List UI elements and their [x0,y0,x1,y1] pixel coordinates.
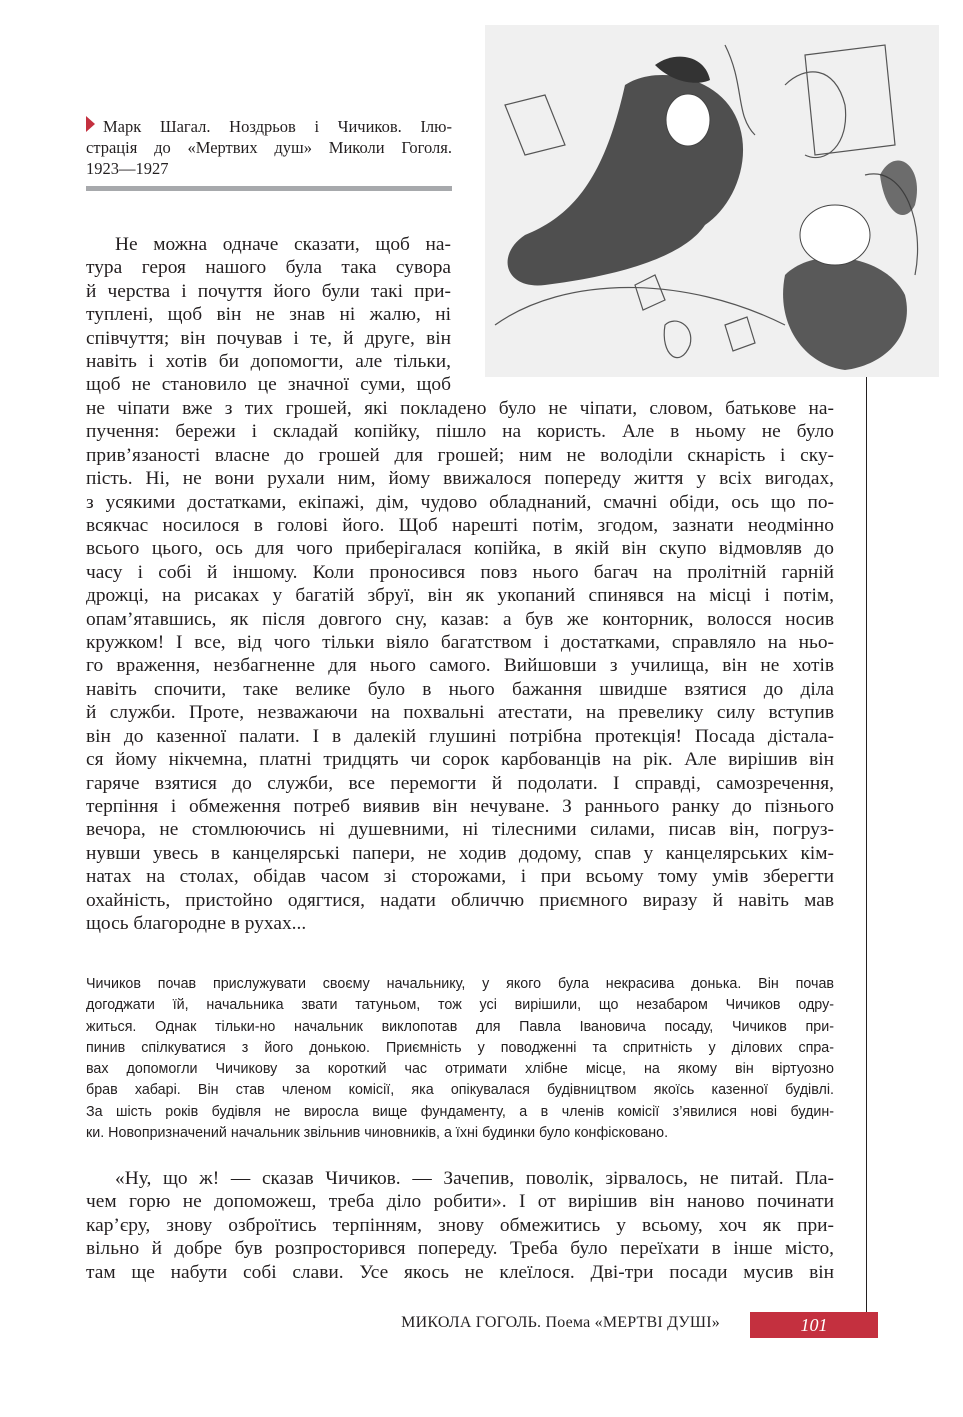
paragraph-1-wide: не чіпати вже з тих грошей, які покладено було не чіпати, словом, батькове на- пучення: бережи і складай копійку, пішло на користь. Але в ньому не було прив’язаності власне до грошей для грошей; ним не володіли скнарість і ску- пість. Ні, не вони рухали ним, йому ввижалося попереду життя у всіх вигодах, з усякими достатками, екіпажі, дім, чудово обладнаний, смачні обіди, ось що по- всякчас носилося в голові його. Щоб нарешті потім, згодом, зазнати неодмінно всього цього, ось для чого приберігалася копійка, в якій він скупо відмовляв до часу і собі й іншому. Коли проносився повз нього багач на пролітній гарній дрожці, на рисаках у багатій збруї, він як укопаний спинявся на місці і потім, опам’ятавшись, як після довгого сну, казав: а був же конторник, волосся носив кружком! І все, від чого тільки віяло багатством і достатками, справляло на ньо- го враження, незбагненне для нього самого. Вийшовши з училища, він не хотів навіть спочити, таке велике було в нього бажання швидше взятися до діла й служби. Проте, незважаючи на похвальні атестати, на превелику силу вступив він до казенної палати. І в далекій глушині потрібна протекція! Посада дістала- ся йому нікчемна, платні тридцять чи сорок карбованців на рік. Але вирішив він гаряче взятися до служби, все перемогти й подолати. І справді, самозречення, терпіння і обмеження потреб виявив він нечуване. З раннього ранку до пізнього вечора, не стомлюючись ні душевними, ні тілесними силами, писав він, погруз- нувши увесь в канцелярські папери, не ходив додому, спав у канцелярських кім- натах на столах, обідав часом зі сторожами, і при всьому тому умів зберегти охайність, пристойно одягтися, надати обличчю приємного виразу й навіть мав щось благородне в рухах... [86,398,834,934]
caption-divider [86,186,452,191]
chagall-illustration [485,25,939,377]
caption-marker-icon [86,116,95,132]
running-footer-title: МИКОЛА ГОГОЛЬ. Поема «МЕРТВІ ДУШІ» [401,1314,720,1331]
page-number: 101 [750,1312,878,1338]
paragraph-2: «Ну, що ж! — сказав Чичиков. — Зачепив, поволік, зірвалось, не питай. Пла- чем горю не допоможеш, треба діло робити». І от вирішив він наново починати кар’єру, знову озброїтись терпінням, знову обмежитись у всьому, хоч як при- вільно й добре був розпросторився попереду. Треба було переїхати в інше місто, там ще набути собі слави. Усе якось не клеїлося. Дві-три посади мусив він [86,1168,834,1283]
paragraph-1-narrow: Не можна одначе сказати, щоб на- тура героя нашого була така сувора й черства і почуття його були такі при- туплені, щоб він не знав ні жалю, ні співчуття; він почував і те, й друге, він навіть і хотів би допомогти, але тільки, щоб не становило це значної суми, щоб [86,234,451,396]
illustration-sketch [485,25,939,377]
right-margin-rule [866,377,867,1337]
plot-summary: Чичиков почав прислужувати своєму начальнику, у якого була некрасива донька. Він почав догоджати їй, начальника звати татуньом, тож усі вирішили, що незабаром Чичиков одру- житься. Однак тільки-но начальник виклопотав для Павла Івановича посаду, Чичиков при- пинив спілкуватися з його донькою. Приємність у поводженні та спритність у ділових спра- вах допомогли Чичикову за короткий час отримати хлібне місце, на якому він віртуозно брав хабарі. Він став членом комісії, яка опікувалася будівництвом якоїсь казенної будівлі. За шість років будівля не виросла вище фундаменту, а в членів комісії з’явилися нові будин- ки. Новопризначений начальник звільнив чиновників, а їхні будинки було конфісковано. [86,976,834,1142]
illustration-caption: Марк Шагал. Ноздрьов і Чичиков. Ілю- страція до «Мертвих душ» Миколи Гоголя. 1923—1927 [86,117,452,178]
